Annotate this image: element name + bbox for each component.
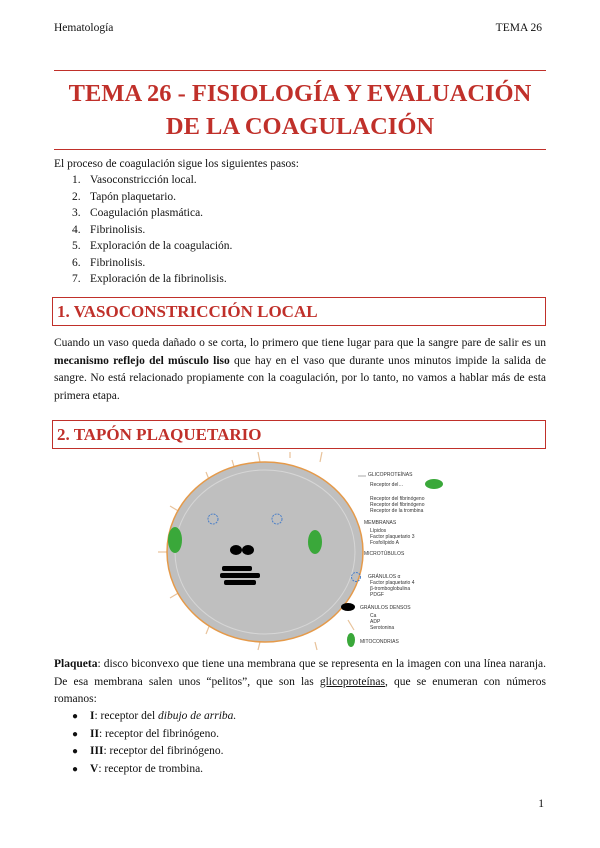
vasoconstriction-paragraph: Cuando un vaso queda dañado o se corta, lo primero que tiene lugar para que la sangre pare de salir es un mecanismo reflejo del músculo liso que hay en el vaso que durante unos minutos impide la salida de sangre. No está relacionado propiamente con la coagulación, por lo tanto, no vamos a hablar más de esta primera etapa. (54, 337, 547, 402)
mitochondria-right (308, 530, 322, 554)
list-item: ● V: receptor de trombina. (72, 762, 204, 775)
dense-granule-1 (230, 545, 242, 555)
page-number: 1 (538, 798, 544, 810)
list-item: 3. Coagulación plasmática. (72, 207, 204, 219)
list-item: ● I: receptor del dibujo de arriba. (72, 710, 237, 722)
header-subject: Hematología (54, 22, 114, 34)
svg-text:Fosfolípido A: Fosfolípido A (370, 540, 399, 546)
svg-text:ADP: ADP (370, 619, 381, 625)
list-item: 2. Tapón plaquetario. (72, 190, 177, 203)
svg-text:Receptor del fibrinógeno: Receptor del fibrinógeno (370, 496, 425, 502)
svg-text:Factor plaquetario 4: Factor plaquetario 4 (370, 580, 415, 586)
section-heading-vasoconstriction: 1. VASOCONSTRICCIÓN LOCAL (52, 297, 546, 326)
title-line-1: TEMA 26 - FISIOLOGÍA Y EVALUACIÓN (68, 80, 532, 107)
glycoprotein-list (72, 708, 236, 778)
svg-text:MITOCONDRIAS: MITOCONDRIAS (360, 639, 399, 645)
intro-text: El proceso de coagulación sigue los siguientes pasos: (54, 158, 299, 170)
steps-list (72, 172, 232, 288)
svg-text:Ca: Ca (370, 613, 377, 619)
svg-text:MICROTÚBULOS: MICROTÚBULOS (364, 551, 405, 557)
svg-text:GRÁNULOS α: GRÁNULOS α (368, 574, 401, 580)
header-topic: TEMA 26 (495, 22, 542, 34)
microtubule-2 (220, 573, 260, 578)
svg-text:Receptor del fibrinógeno: Receptor del fibrinógeno (370, 502, 425, 508)
document-title (54, 70, 546, 150)
microtubule-1 (222, 566, 252, 571)
svg-text:Receptor de la trombina: Receptor de la trombina (370, 508, 424, 514)
list-item: 5. Exploración de la coagulación. (72, 240, 233, 252)
svg-text:Serotonina: Serotonina (370, 625, 395, 631)
svg-text:GRÁNULOS DENSOS: GRÁNULOS DENSOS (360, 605, 411, 611)
list-item: ● III: receptor del fibrinógeno. (72, 745, 224, 757)
svg-text:MEMBRANAS: MEMBRANAS (364, 520, 397, 526)
microtubule-3 (224, 580, 256, 585)
platelet-diagram (150, 452, 460, 652)
list-item: 7. Exploración de la fibrinolisis. (72, 273, 227, 285)
list-item: ● II: receptor del fibrinógeno. (72, 727, 220, 740)
platelet-paragraph: Plaqueta: disco biconvexo que tiene una membrana que se representa en la imagen con una línea naranja. De esa membrana salen unos “pelitos”, que son las glicoproteínas, que se enumeran con números romanos: (54, 658, 546, 705)
section-heading-platelet-plug: 2. TAPÓN PLAQUETARIO (52, 420, 546, 449)
svg-text:Factor plaquetario 3: Factor plaquetario 3 (370, 534, 415, 540)
dense-granule-2 (242, 545, 254, 555)
platelet-body (167, 462, 363, 642)
svg-text:PDGF: PDGF (370, 592, 384, 598)
svg-text:Lípidos: Lípidos (370, 528, 387, 534)
mitochondria-left (168, 527, 182, 553)
list-item: 6. Fibrinolisis. (72, 256, 146, 269)
list-item: 1. Vasoconstricción local. (72, 174, 197, 186)
svg-text:β-tromboglobulina: β-tromboglobulina (370, 586, 411, 592)
svg-text:GLICOPROTEÍNAS: GLICOPROTEÍNAS (368, 472, 413, 478)
list-item: 4. Fibrinolisis. (72, 223, 146, 236)
title-line-2: DE LA COAGULACIÓN (165, 113, 435, 140)
svg-text:Receptor del…: Receptor del… (370, 482, 404, 488)
